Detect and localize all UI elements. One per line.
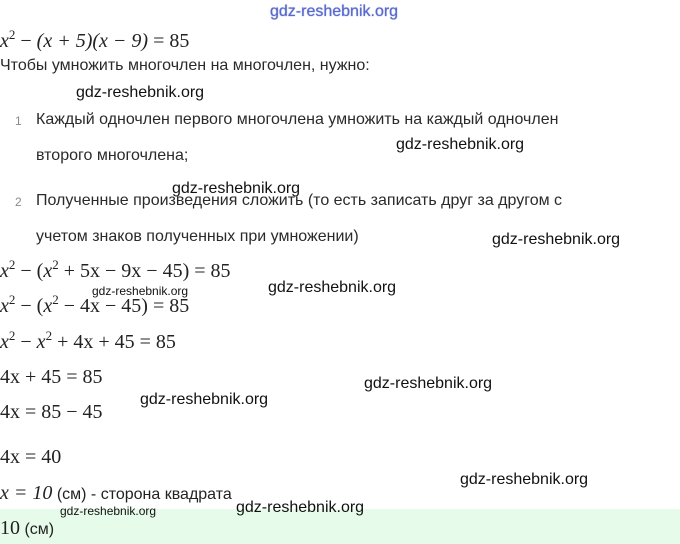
rule-2-line-1: Полученные произведения сложить (то есть записать друг за другом с — [36, 192, 563, 209]
watermark: gdz-reshebnik.org — [140, 391, 269, 408]
watermark-top: gdz-reshebnik.org — [270, 3, 399, 20]
watermark: gdz-reshebnik.org — [76, 84, 205, 101]
rule-1-line-2: второго многочлена; — [36, 147, 189, 164]
watermark: gdz-reshebnik.org — [60, 504, 157, 518]
watermark: gdz-reshebnik.org — [92, 284, 189, 298]
equation-start: $x^2 - (x + 5)(x - 9) = 85$ — [0, 27, 190, 52]
step-2: $x^2 - (x^2 - 4x - 45) = 85$ — [0, 292, 190, 317]
answer-value: 10 (см) — [0, 517, 55, 539]
rule-number-1: 1 — [15, 114, 22, 128]
watermark: gdz-reshebnik.org — [396, 136, 525, 153]
watermark: gdz-reshebnik.org — [364, 375, 493, 392]
rule-2-line-2: учетом знаков полученных при умножении) — [36, 228, 359, 245]
step-6: 4x = 40 — [0, 446, 62, 468]
step-3: $x^2 - x^2 + 4x + 45 = 85$ — [0, 328, 176, 353]
step-4: 4x + 45 = 85 — [0, 366, 103, 388]
watermark: gdz-reshebnik.org — [268, 279, 397, 296]
rule-1-line-1: Каждый одночлен первого многочлена умножить на каждый одночлен — [36, 111, 559, 128]
step-7: x = 10 (см) - сторона квадрата — [0, 482, 232, 504]
watermark: gdz-reshebnik.org — [460, 471, 589, 488]
watermark: gdz-reshebnik.org — [492, 231, 621, 248]
watermark: gdz-reshebnik.org — [236, 499, 365, 516]
watermark: gdz-reshebnik.org — [172, 180, 301, 197]
rule-intro: Чтобы умножить многочлен на многочлен, нужно: — [0, 57, 370, 74]
rule-number-2: 2 — [15, 195, 22, 209]
step-5: 4x = 85 − 45 — [0, 401, 103, 423]
step-1: $x^2 - (x^2 + 5x - 9x - 45) = 85$ — [0, 257, 231, 282]
